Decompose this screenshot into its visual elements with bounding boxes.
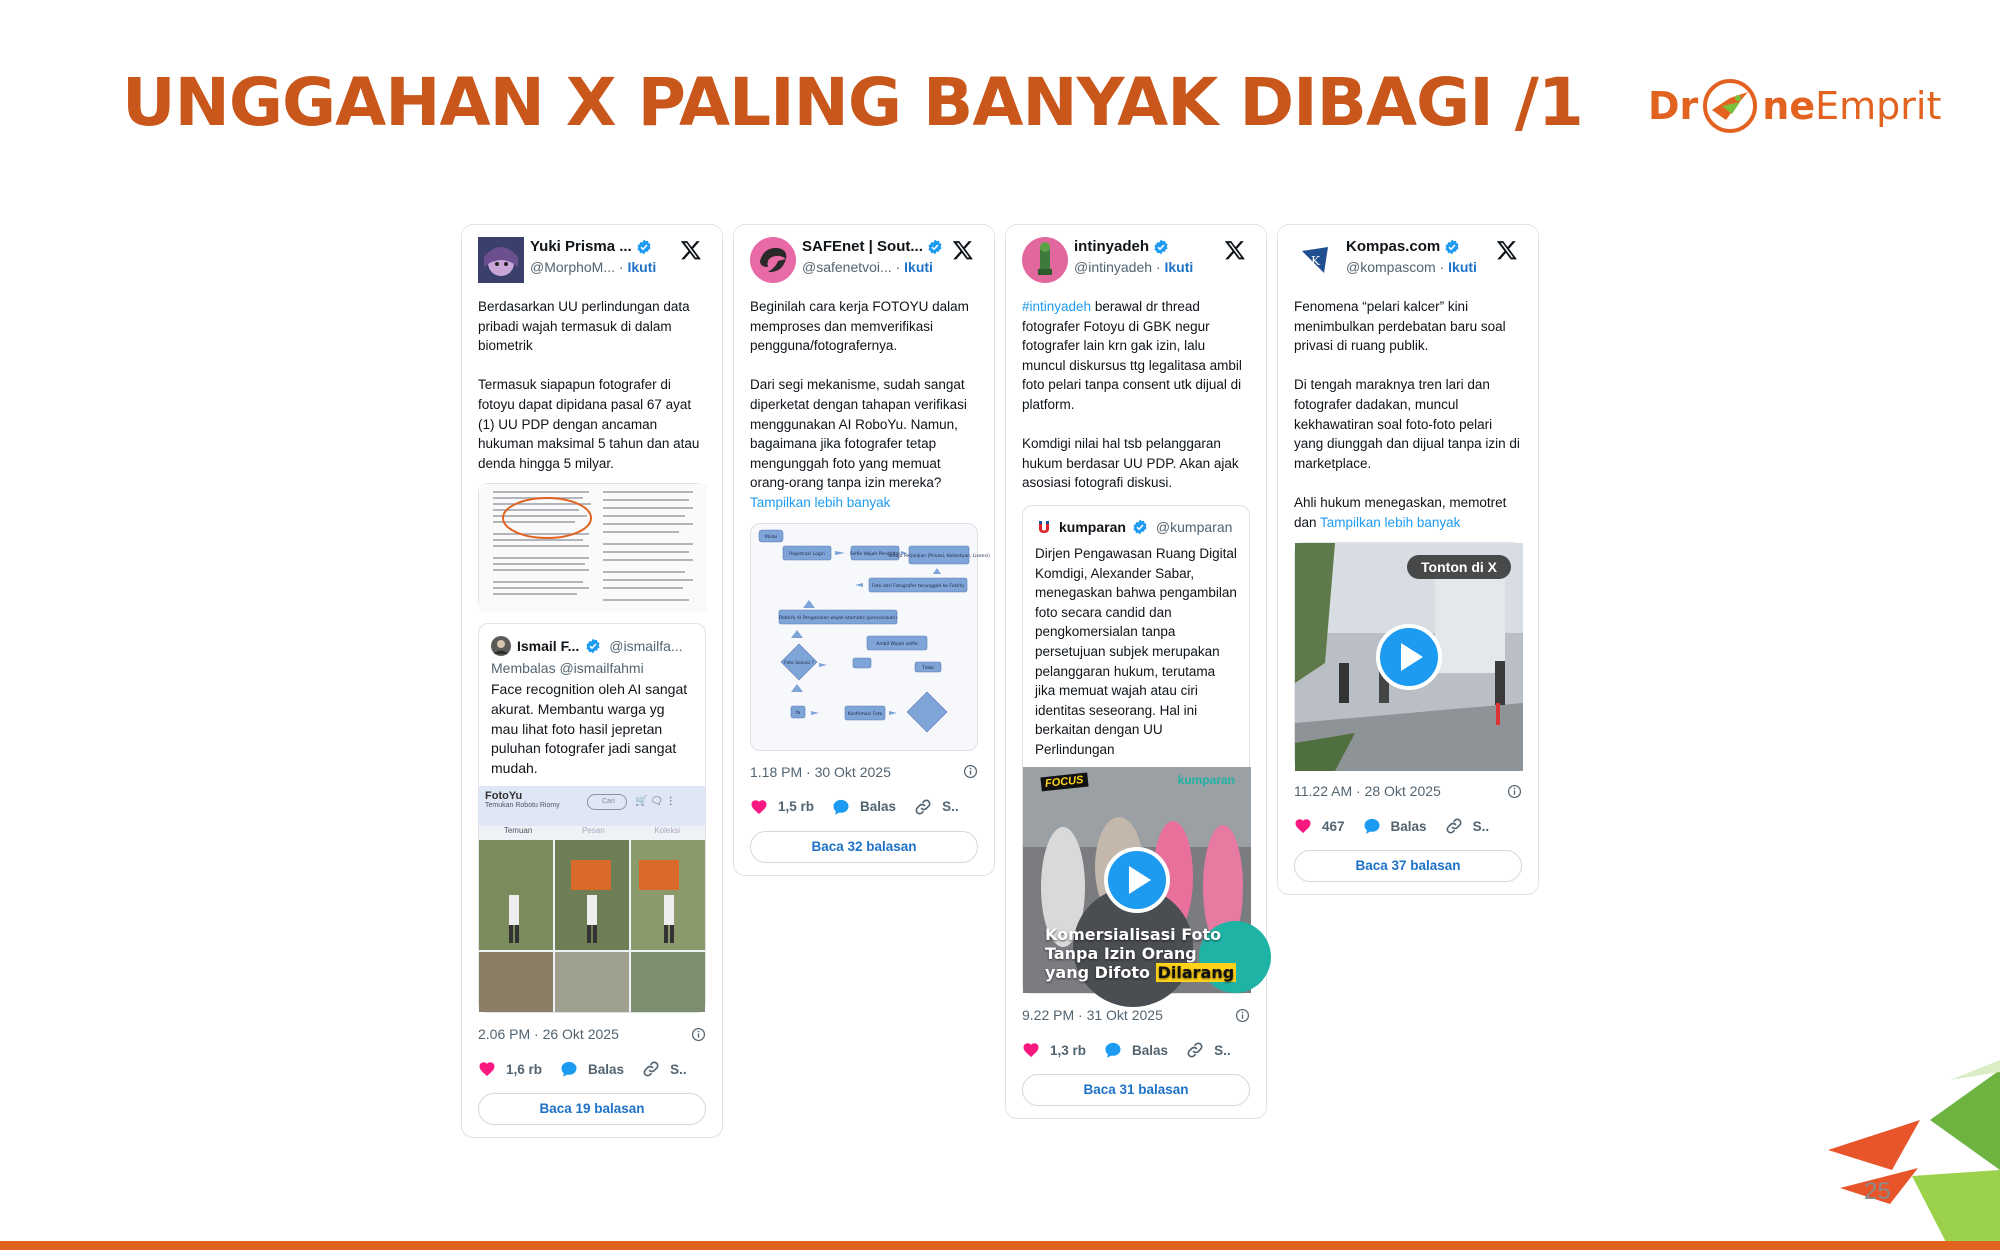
app-toolbar-icons: 🛒 🗨 ⋮ bbox=[635, 796, 676, 808]
slide-title: UNGGAHAN X PALING BANYAK DIBAGI /1 bbox=[122, 64, 1583, 141]
tweet-body: Beginilah cara kerja FOTOYU dalam memproses dan memverifikasi pengguna/fotografernya. Dari segi mekanisme, sudah sangat diperketat dengan tahapan verifikasi menggunakan AI RoboYu. Namun, bagaimana jika fotografer tetap mengunggah foto yang memuat orang-orang tanpa izin mereka? bbox=[750, 299, 969, 491]
avatar[interactable] bbox=[491, 636, 511, 656]
quoted-author-handle[interactable]: @ismailfa... bbox=[609, 638, 683, 655]
document-image[interactable] bbox=[478, 483, 706, 611]
flow-label: Konfirmasi Foto bbox=[847, 711, 883, 717]
tweet-header: Yuki Prisma ... @MorphoM... · Ikuti bbox=[478, 237, 706, 289]
drone-emprit-logo bbox=[1648, 70, 1941, 142]
reply-button[interactable] bbox=[1104, 1041, 1168, 1059]
read-replies-button[interactable]: Baca 37 balasan bbox=[1294, 850, 1522, 882]
share-button[interactable] bbox=[642, 1060, 687, 1078]
svg-text:K: K bbox=[1311, 254, 1320, 268]
info-icon[interactable] bbox=[1507, 784, 1522, 799]
logo-text-ne: ne bbox=[1762, 84, 1816, 128]
avatar[interactable] bbox=[1294, 237, 1340, 283]
quoted-tweet-text: Face recognition oleh AI sangat akurat. Membantu warga yg mau lihat foto hasil jepretan puluhan fotografer jadi sangat mudah. bbox=[491, 681, 688, 776]
like-button[interactable] bbox=[478, 1060, 542, 1078]
verified-badge-icon bbox=[636, 239, 652, 255]
quoted-tweet-text: Dirjen Pengawasan Ruang Digital Komdigi, Alexander Sabar, menegaskan bahwa pengambilan foto secara candid dan pengkomersialan tanpa persetujuan subjek merupakan pelanggaran hukum, terutama jika memuat wajah atau ciri identitas seseorang. Hal ini berkaitan dengan UU Perlindungan bbox=[1035, 545, 1237, 757]
reply-button[interactable] bbox=[560, 1060, 624, 1078]
focus-badge: FOCUS bbox=[1040, 773, 1088, 792]
page-number: 25 bbox=[1864, 1178, 1891, 1205]
like-count: 1,6 rb bbox=[506, 1061, 543, 1077]
like-button[interactable] bbox=[750, 798, 814, 816]
play-button[interactable] bbox=[1104, 847, 1170, 913]
app-search-box: Cari bbox=[587, 794, 627, 810]
flow-label: Ambil Wajah selfie bbox=[876, 641, 918, 647]
video-caption-line1: Komersialisasi Foto bbox=[1045, 925, 1222, 945]
tweet-card-3[interactable] bbox=[1005, 224, 1267, 1119]
show-more-link[interactable]: Tampilkan lebih banyak bbox=[1320, 514, 1461, 530]
x-logo-icon[interactable] bbox=[1224, 239, 1246, 261]
reply-label: Balas bbox=[1132, 1042, 1169, 1058]
author-handle[interactable]: @intinyadeh bbox=[1074, 259, 1153, 275]
avatar[interactable] bbox=[1022, 237, 1068, 283]
flow-label: Foto dari Fotografer terunggah ke FotoYu bbox=[871, 583, 965, 589]
verified-badge-icon bbox=[585, 638, 601, 654]
reply-label: Balas bbox=[588, 1061, 625, 1077]
author-handle[interactable]: @kompascom bbox=[1346, 259, 1436, 275]
x-logo-icon[interactable] bbox=[952, 239, 974, 261]
tweet-card-1[interactable] bbox=[461, 224, 723, 1138]
read-replies-button[interactable]: Baca 32 balasan bbox=[750, 831, 978, 863]
watch-on-x-badge[interactable]: Tonton di X bbox=[1407, 555, 1511, 579]
kumparan-logo-icon[interactable] bbox=[1035, 518, 1053, 536]
video-caption-line3: yang Difoto bbox=[1045, 963, 1156, 983]
reply-bubble-icon bbox=[560, 1060, 578, 1078]
video-caption-line2: Tanpa Izin Orang bbox=[1045, 944, 1197, 964]
app-tab-temuan: Temuan bbox=[503, 826, 533, 836]
verified-badge-icon bbox=[1132, 519, 1148, 535]
share-button[interactable] bbox=[914, 798, 959, 816]
follow-button[interactable]: Ikuti bbox=[1448, 259, 1477, 275]
video-thumbnail[interactable] bbox=[1023, 767, 1249, 993]
link-icon bbox=[642, 1060, 660, 1078]
video-caption bbox=[1045, 925, 1236, 982]
app-tab-pesan: Pesan bbox=[581, 826, 605, 836]
drone-emprit-bird-icon bbox=[1700, 76, 1760, 136]
info-icon[interactable] bbox=[963, 764, 978, 779]
flowchart-image[interactable] bbox=[750, 523, 990, 751]
video-thumbnail[interactable] bbox=[1294, 542, 1522, 770]
kumparan-watermark: kumparan bbox=[1177, 773, 1235, 788]
quoted-author-name[interactable]: kumparan bbox=[1059, 518, 1126, 535]
tweet-text: Berdasarkan UU perlindungan data pribadi wajah termasuk di dalam biometrik Termasuk siapapun fotografer di fotoyu dapat dipidana pasal 67 ayat (1) UU PDP dengan ancaman hukuman maksimal 5 tahun dan atau denda hingga 5 milyar. bbox=[478, 299, 700, 471]
tweet-actions bbox=[478, 1059, 706, 1079]
author-name[interactable]: SAFEnet | Sout... bbox=[802, 238, 923, 255]
author-name[interactable]: Yuki Prisma ... bbox=[530, 238, 632, 255]
share-label: S.. bbox=[1472, 818, 1490, 834]
share-label: S.. bbox=[942, 799, 959, 815]
reply-bubble-icon bbox=[1104, 1041, 1122, 1059]
video-caption-highlight: Dilarang bbox=[1157, 963, 1235, 983]
quoted-tweet[interactable] bbox=[1022, 505, 1250, 995]
quoted-author-name[interactable]: Ismail F... bbox=[517, 638, 580, 655]
share-button[interactable] bbox=[1445, 817, 1490, 835]
hashtag-link[interactable]: #intinyadeh bbox=[1022, 299, 1092, 314]
tweet-actions bbox=[1022, 1040, 1250, 1060]
heart-icon bbox=[750, 798, 768, 816]
tweet-actions bbox=[1294, 816, 1522, 836]
link-icon bbox=[1445, 817, 1463, 835]
reply-context[interactable]: Membalas @ismailfahmi bbox=[491, 660, 644, 677]
logo-text-emprit: Emprit bbox=[1815, 84, 1942, 128]
tweet-text bbox=[750, 297, 978, 513]
heart-icon bbox=[478, 1060, 496, 1078]
share-button[interactable] bbox=[1186, 1041, 1231, 1059]
tweet-card-2[interactable] bbox=[733, 224, 995, 876]
author-handle[interactable]: @safenetvoi... bbox=[802, 259, 892, 275]
like-count: 1,3 rb bbox=[1050, 1042, 1087, 1058]
share-label: S.. bbox=[670, 1061, 687, 1077]
flow-label: Registrasi Login bbox=[789, 551, 825, 557]
author-name[interactable]: Kompas.com bbox=[1346, 238, 1441, 255]
reply-label: Balas bbox=[860, 799, 897, 815]
link-icon bbox=[914, 798, 932, 816]
app-tab-koleksi: Koleksi bbox=[654, 826, 681, 836]
like-button[interactable] bbox=[1294, 817, 1345, 835]
flow-label: Mulai bbox=[765, 534, 777, 540]
bottom-accent-bar bbox=[0, 1241, 2000, 1250]
app-name: FotoYu bbox=[485, 790, 523, 803]
author-handle[interactable]: @MorphoM... bbox=[530, 259, 616, 275]
app-subtitle: Temukan Robotu Riomy bbox=[485, 802, 560, 810]
like-count: 467 bbox=[1322, 818, 1345, 834]
corner-decoration bbox=[1800, 1020, 2000, 1250]
logo-text-dr: Dr bbox=[1648, 84, 1699, 128]
author-name[interactable]: intinyadeh bbox=[1074, 238, 1150, 255]
read-replies-button[interactable]: Baca 31 balasan bbox=[1022, 1074, 1250, 1106]
read-replies-button[interactable]: Baca 19 balasan bbox=[478, 1093, 706, 1125]
tweet-header: SAFEnet | Sout... @safenetvoi... · Ikuti bbox=[750, 237, 978, 289]
tweet-actions bbox=[750, 797, 978, 817]
tweet-header: K Kompas.com @kompascom · Ikuti bbox=[1294, 237, 1522, 289]
flow-label: Foto Sesuai ? bbox=[784, 660, 814, 666]
play-button[interactable] bbox=[1376, 624, 1442, 690]
x-logo-icon[interactable] bbox=[680, 239, 702, 261]
reply-bubble-icon bbox=[832, 798, 850, 816]
tweet-body: berawal dr thread fotografer Fotoyu di GBK negur fotografer lain krn gak izin, lalu muncul diskursus ttg legalitasa ambil foto pelari tanpa consent utk dijual di platform. Komdigi nilai hal tsb pelanggaran hukum berdasar UU PDP. Akan ajak asosiasi fotografi diskusi. bbox=[1022, 299, 1242, 491]
show-more-link[interactable]: Tampilkan lebih banyak bbox=[750, 494, 891, 510]
flow-label: Setuju Perjanjian (Privasi, Ketentuan, Lisensi) bbox=[888, 553, 990, 559]
follow-button[interactable]: Ikuti bbox=[1164, 259, 1194, 275]
info-icon[interactable] bbox=[691, 1027, 706, 1042]
follow-button[interactable]: Ikuti bbox=[904, 259, 933, 275]
reply-button[interactable] bbox=[1363, 817, 1427, 835]
avatar[interactable] bbox=[750, 237, 796, 283]
tweet-body: Fenomena “pelari kalcer” kini menimbulkan perdebatan baru soal privasi di ruang publik. Di tengah maraknya tren lari dan fotografer dadakan, muncul kekhawatiran soal foto-foto pelari yang diunggah dan dijual tanpa izin di marketplace. Ahli hukum menegaskan, memotret dan bbox=[1294, 299, 1520, 530]
reply-button[interactable] bbox=[832, 798, 896, 816]
flow-label: Selfie Wajah Pendaftar bbox=[849, 551, 901, 557]
like-button[interactable] bbox=[1022, 1041, 1086, 1059]
tweet-timestamp[interactable]: 11.22 AM · 28 Okt 2025 bbox=[1294, 783, 1441, 800]
flow-label: Tidak bbox=[921, 665, 935, 671]
reply-label: Balas bbox=[1390, 818, 1427, 834]
like-count: 1,5 rb bbox=[778, 799, 815, 815]
avatar[interactable] bbox=[478, 237, 524, 283]
heart-icon bbox=[1022, 1041, 1040, 1059]
reply-bubble-icon bbox=[1363, 817, 1381, 835]
x-logo-icon[interactable] bbox=[1496, 239, 1518, 261]
heart-icon bbox=[1294, 817, 1312, 835]
info-icon[interactable] bbox=[1235, 1008, 1250, 1023]
flow-label: Ya bbox=[795, 710, 801, 716]
share-label: S.. bbox=[1214, 1042, 1231, 1058]
quoted-tweet[interactable] bbox=[478, 623, 706, 1013]
tweet-timestamp[interactable]: 2.06 PM · 26 Okt 2025 bbox=[478, 1026, 619, 1043]
photo-grid bbox=[479, 840, 705, 1012]
verified-badge-icon bbox=[1153, 239, 1169, 255]
app-screenshot-image[interactable] bbox=[479, 786, 705, 1012]
link-icon bbox=[1186, 1041, 1204, 1059]
tweet-text bbox=[1294, 297, 1522, 532]
verified-badge-icon bbox=[1444, 239, 1460, 255]
tweet-header: intinyadeh @intinyadeh · Ikuti bbox=[1022, 237, 1250, 289]
tweet-text bbox=[1022, 297, 1250, 493]
verified-badge-icon bbox=[927, 239, 943, 255]
flow-label: RoboYu AI Pengenalan wajah otomatis (pencocokan) bbox=[779, 615, 897, 621]
quoted-author-handle[interactable]: @kumparan bbox=[1155, 518, 1233, 535]
tweet-card-4[interactable] bbox=[1277, 224, 1539, 895]
follow-button[interactable]: Ikuti bbox=[627, 259, 657, 275]
tweet-timestamp[interactable]: 1.18 PM · 30 Okt 2025 bbox=[750, 763, 891, 780]
tweet-timestamp[interactable]: 9.22 PM · 31 Okt 2025 bbox=[1022, 1007, 1163, 1024]
